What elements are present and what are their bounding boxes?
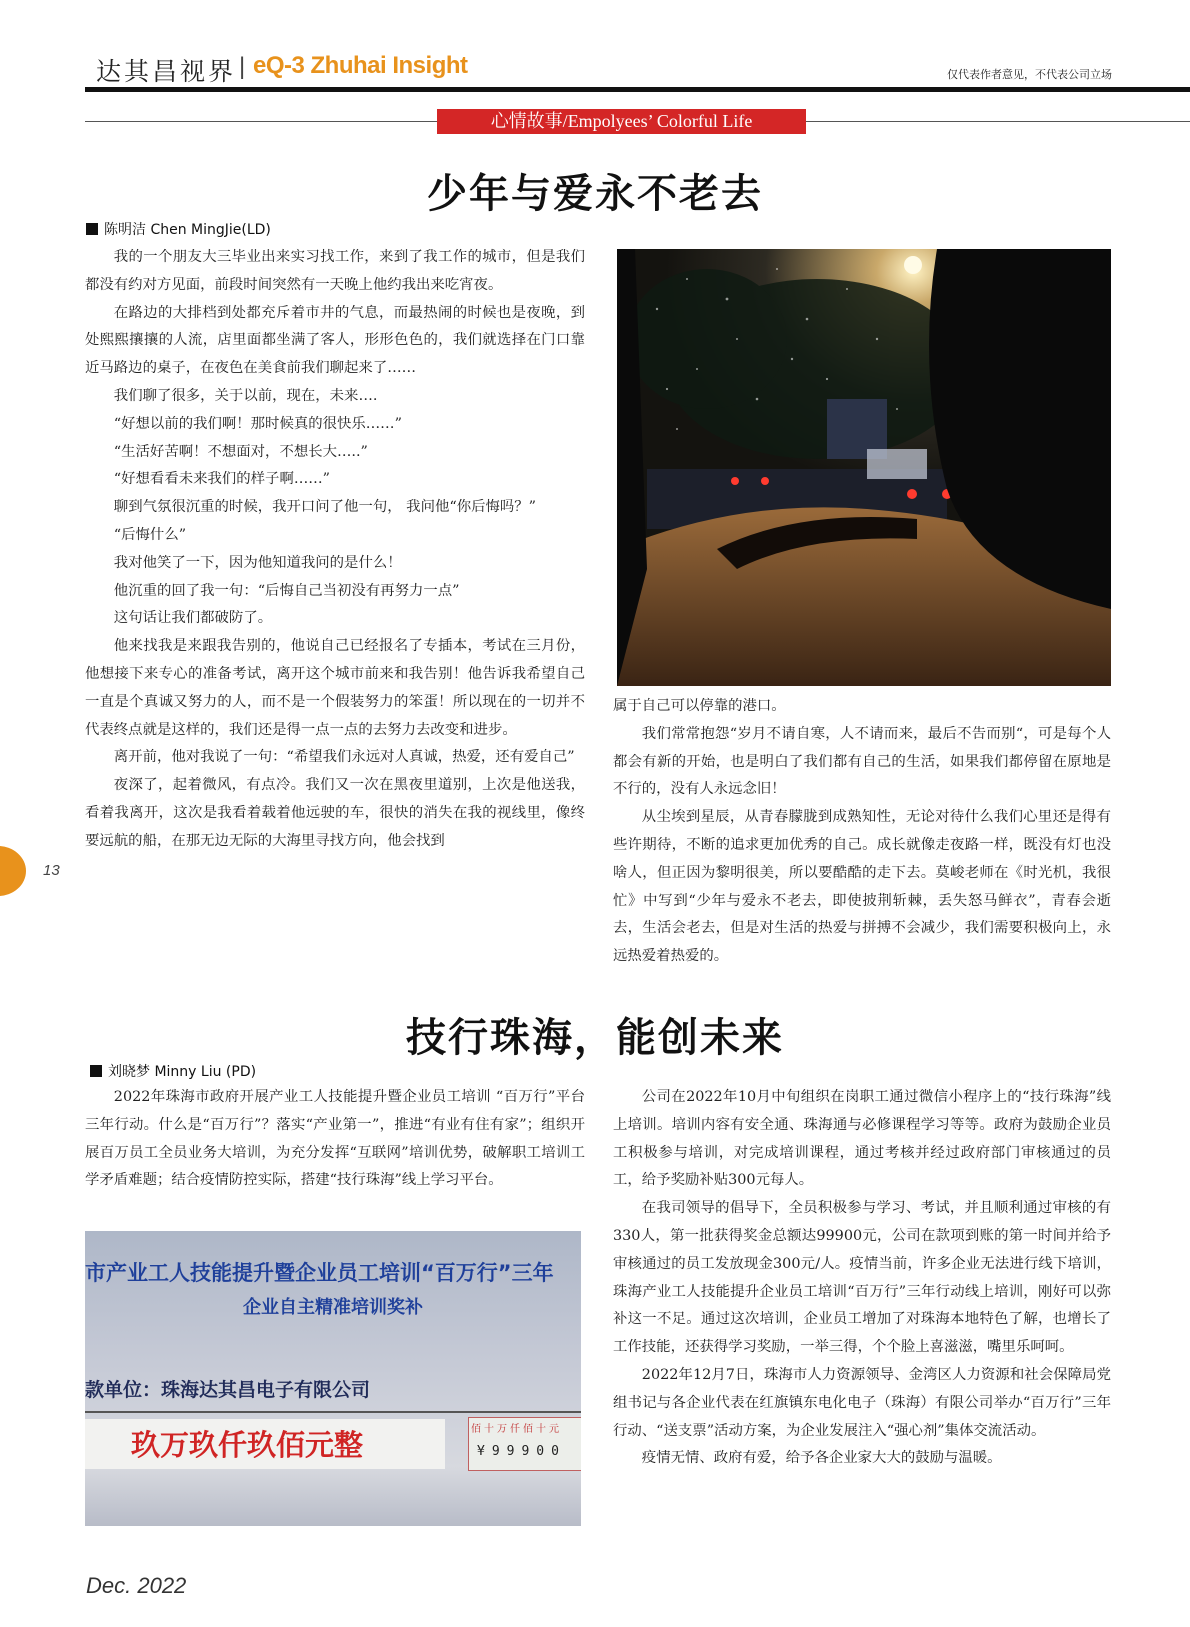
magazine-subtitle: eQ-3 Zhuhai Insight [253,52,468,79]
article-body-right [613,693,1111,971]
disclaimer: 仅代表作者意见，不代表公司立场 [947,68,1112,81]
title-separator: | [239,53,246,80]
author-byline-2 [90,1061,256,1081]
paragraph: 夜深了，起着微风，有点冷。我们又一次在黑夜里道别，上次是他送我，看着我离开，这次是我看着载着他远驶的车，很快的消失在我的视线里，像终要远航的船，在那无边无际的大海里寻找方向，他会找到 [85,777,585,849]
paragraph: 从尘埃到星辰，从青春朦胧到成熟知性，无论对待什么我们心里还是得有些许期待，不断的追求更加优秀的自己。成长就像走夜路一样，既没有灯也没啥人，但正因为黎明很美，所以要酷酷的走下去。莫峻老师在《时光机，我很忙》中写到“少年与爱永不老去，即使披荆斩棘，丢失怒马鲜衣”，青春会逝去，生活会老去，但是对生活的热爱与拼搏不会减少，我们需要积极向上，永远热爱着热爱的。 [613,809,1111,965]
payee-line: 款单位：珠海达其昌电子有限公司 [85,1379,371,1401]
author-name: 陈明洁 Chen MingJie(LD) [104,222,271,238]
paragraph: 我们聊了很多，关于以前，现在，未来…. [113,387,378,404]
paragraph: 我对他笑了一下，因为他知道我问的是什么！ [113,554,402,571]
issue-date: Dec. 2022 [86,1573,187,1598]
banner-line-1: 市产业工人技能提升暨企业员工培训“百万行”三年 [85,1261,554,1285]
paragraph: 他沉重的回了我一句：“后悔自己当初没有再努力一点” [113,582,460,599]
amount-in-words: 玖万玖仟玖佰元整 [131,1428,364,1462]
cheque-divider [85,1411,581,1413]
paragraph: 在路边的大排档到处都充斥着市井的气息，而最热闹的时候也是夜晚，到处熙熙攘攘的人流，店里面都坐满了客人，形形色色的，我们就选择在门口靠近马路边的桌子，在夜色在美食前我们聊起来了…… [85,304,585,377]
digit-amount: ¥99900 [477,1444,566,1459]
rainy-night-photo [617,249,1111,686]
article2-body-left [85,1084,585,1195]
article-title: 少年与爱永不老去 [427,170,763,217]
header-rule [85,87,1190,92]
author-name: 刘晓梦 Minny Liu (PD) [108,1064,257,1080]
paragraph: 疫情无情、政府有爱，给予各企业家大大的鼓励与温暖。 [641,1450,1002,1467]
paragraph: 2022年珠海市政府开展产业工人技能提升暨企业员工培训 “百万行”平台三年行动。什么是“百万行”？落实“产业第一”，推进“有业有住有家”；组织开展百万员工全员业务大培训，为充分发挥“互联网”培训优势，破解职工培训工学矛盾难题；结合疫情防控实际，搭建“技行珠海”线上学习平台。 [85,1089,585,1189]
paragraph: 聊到气氛很沉重的时候，我开口问了他一句， 我问他“你后悔吗？” [113,499,537,516]
digit-units: 佰十万仟佰十元 [471,1424,562,1435]
paragraph: 在我司领导的倡导下，全员积极参与学习、考试，并且顺利通过审核的有330人，第一批获得奖金总额达99900元，公司在款项到账的第一时间并给予审核通过的员工发放现金300元/人。疫情当前，许多企业无法进行线下培训，珠海产业工人技能提升企业员工培训“百万行”三年行动线上培训，刚好可以弥补这一不足。通过这次培训，企业员工增加了对珠海本地特色了解，也增长了工作技能，还获得学习奖励，一举三得，个个脸上喜滋滋，嘴里乐呵呵。 [613,1200,1111,1356]
paragraph: “后悔什么” [113,526,187,543]
paragraph-continuation: 属于自己可以停靠的港口。 [613,698,786,714]
paragraph: 他来找我是来跟我告别的，他说自己已经报名了专插本，考试在三月份，他想接下来专心的准备考试，离开这个城市前来和我告别！他告诉我希望自己一直是个真诚又努力的人，而不是一个假装努力的笨蛋！所以现在的一切并不代表终点就是这样的，我们还是得一点一点的去努力去改变和进步。 [85,638,585,738]
paragraph: 2022年12月7日，珠海市人力资源领导、金湾区人力资源和社会保障局党组书记与各企业代表在红旗镇东电化电子（珠海）有限公司举办“百万行”三年行动、“送支票”活动方案，为企业发展注入“强心剂”集体交流活动。 [613,1366,1111,1439]
square-bullet-icon [86,223,98,235]
banner-line-2: 企业自主精准培训奖补 [243,1297,423,1318]
author-byline [86,219,271,239]
page-number-marker [0,846,26,896]
page-number: 13 [43,862,60,879]
section-tag: 心情故事/Empolyees’ Colorful Life [437,109,806,134]
digit-grid [468,1417,581,1471]
paragraph: “生活好苦啊！不想面对，不想长大…..” [113,443,368,460]
paragraph: “好想看看未来我们的样子啊……” [113,471,330,488]
paragraph: 我们常常抱怨“岁月不请自寒，人不请而来，最后不告而别“，可是每个人都会有新的开始，也是明白了我们都有自己的生活，如果我们都停留在原地是不行的，没有人永远念旧！ [613,725,1111,798]
paragraph: 我的一个朋友大三毕业出来实习找工作，来到了我工作的城市，但是我们都没有约对方见面，前段时间突然有一天晚上他约我出来吃宵夜。 [85,249,585,293]
paragraph: 公司在2022年10月中旬组织在岗职工通过微信小程序上的“技行珠海”线上培训。培训内容有安全通、珠海通与必修课程学习等等。政府为鼓励企业员工积极参与培训，对完成培训课程，通过考核并经过政府部门审核通过的员工，给予奖励补贴300元每人。 [613,1089,1111,1189]
article-title-2: 技行珠海，能创未来 [406,1014,784,1061]
paragraph: 这句话让我们都破防了。 [113,610,273,627]
paragraph: “好想以前的我们啊！那时候真的很快乐……” [113,415,402,432]
article-body-left [85,244,585,856]
square-bullet-icon [90,1065,102,1077]
article2-body-right [613,1084,1111,1473]
magazine-title: 达其昌视界 [96,57,237,86]
paragraph: 离开前，他对我说了一句：“希望我们永远对人真诚，热爱，还有爱自己” [113,749,575,766]
subsidy-cheque-photo [85,1231,581,1526]
